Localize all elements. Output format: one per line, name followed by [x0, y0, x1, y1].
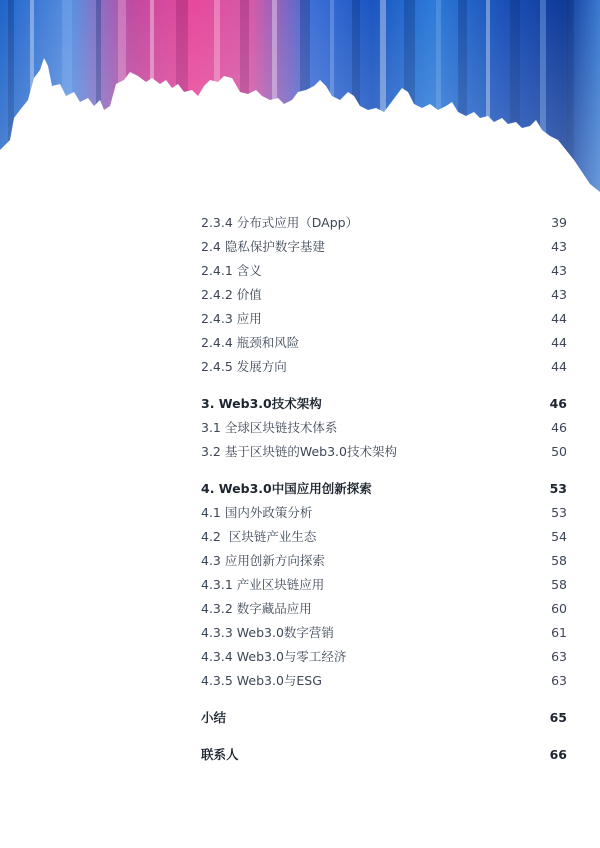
- toc-chapter-page: 53: [549, 481, 567, 496]
- toc-chapter-page: 46: [549, 396, 567, 411]
- toc-entry-page: 44: [551, 335, 567, 350]
- toc-entry[interactable]: [201, 577, 567, 593]
- toc-entry-title: 4.3.3 Web3.0数字营销: [201, 625, 334, 640]
- toc-entry-title: 2.4.5 发展方向: [201, 359, 287, 374]
- toc-entry-page: 43: [551, 263, 567, 278]
- toc-entry-page: 63: [551, 673, 567, 688]
- toc-entry-page: 43: [551, 239, 567, 254]
- toc-entry[interactable]: [201, 673, 567, 689]
- toc-entry-page: 61: [551, 625, 567, 640]
- toc-entry[interactable]: [201, 359, 567, 375]
- toc-entry[interactable]: [201, 263, 567, 279]
- toc-entry-page: 44: [551, 359, 567, 374]
- toc-chapter-title: 3. Web3.0技术架构: [201, 396, 322, 411]
- toc-entry-title: 2.3.4 分布式应用（DApp）: [201, 215, 359, 230]
- toc-entry[interactable]: [201, 505, 567, 521]
- toc-chapter-page: 66: [549, 747, 567, 762]
- toc-chapter[interactable]: [201, 747, 567, 763]
- toc-entry-title: 4.3 应用创新方向探索: [201, 553, 325, 568]
- toc-entry-page: 44: [551, 311, 567, 326]
- toc-entry[interactable]: [201, 529, 567, 545]
- toc-entry-page: 46: [551, 420, 567, 435]
- toc-entry-page: 53: [551, 505, 567, 520]
- toc-entry-title: 4.3.4 Web3.0与零工经济: [201, 649, 347, 664]
- toc-entry-page: 60: [551, 601, 567, 616]
- toc-entry[interactable]: [201, 215, 567, 231]
- toc-entry-title: 4.3.5 Web3.0与ESG: [201, 673, 322, 688]
- toc-entry-page: 39: [551, 215, 567, 230]
- toc-chapter[interactable]: [201, 481, 567, 497]
- toc-entry-title: 4.1 国内外政策分析: [201, 505, 313, 520]
- toc-chapter[interactable]: [201, 396, 567, 412]
- toc-entry[interactable]: [201, 420, 567, 436]
- toc-entry-title: 2.4.2 价值: [201, 287, 262, 302]
- toc-entry-title: 2.4.4 瓶颈和风险: [201, 335, 300, 350]
- toc-entry[interactable]: [201, 649, 567, 665]
- toc-chapter-title: 小结: [201, 710, 227, 725]
- toc-entry-page: 58: [551, 577, 567, 592]
- toc-entry[interactable]: [201, 335, 567, 351]
- toc-entry[interactable]: [201, 311, 567, 327]
- toc-entry-page: 58: [551, 553, 567, 568]
- toc-entry-title: 2.4.1 含义: [201, 263, 262, 278]
- toc-entry-title: 4.2 区块链产业生态: [201, 529, 317, 544]
- toc-entry-title: 4.3.2 数字藏品应用: [201, 601, 312, 616]
- toc-entry-page: 50: [551, 444, 567, 459]
- toc-entry-page: 43: [551, 287, 567, 302]
- toc-entry[interactable]: [201, 444, 567, 460]
- toc-entry-title: 3.1 全球区块链技术体系: [201, 420, 338, 435]
- toc-entry-page: 54: [551, 529, 567, 544]
- toc-entry-page: 63: [551, 649, 567, 664]
- toc-entry[interactable]: [201, 625, 567, 641]
- toc-entry-title: 2.4.3 应用: [201, 311, 262, 326]
- toc-entry[interactable]: [201, 553, 567, 569]
- toc-entry-title: 2.4 隐私保护数字基建: [201, 239, 325, 254]
- decorative-banner: [0, 0, 600, 200]
- toc-entry-title: 3.2 基于区块链的Web3.0技术架构: [201, 444, 397, 459]
- toc-entry[interactable]: [201, 287, 567, 303]
- toc-chapter-page: 65: [549, 710, 567, 725]
- toc-chapter-title: 4. Web3.0中国应用创新探索: [201, 481, 372, 496]
- toc-entry[interactable]: [201, 601, 567, 617]
- toc-entry[interactable]: [201, 239, 567, 255]
- toc-chapter-title: 联系人: [201, 747, 239, 762]
- toc-chapter[interactable]: [201, 710, 567, 726]
- toc-entry-title: 4.3.1 产业区块链应用: [201, 577, 325, 592]
